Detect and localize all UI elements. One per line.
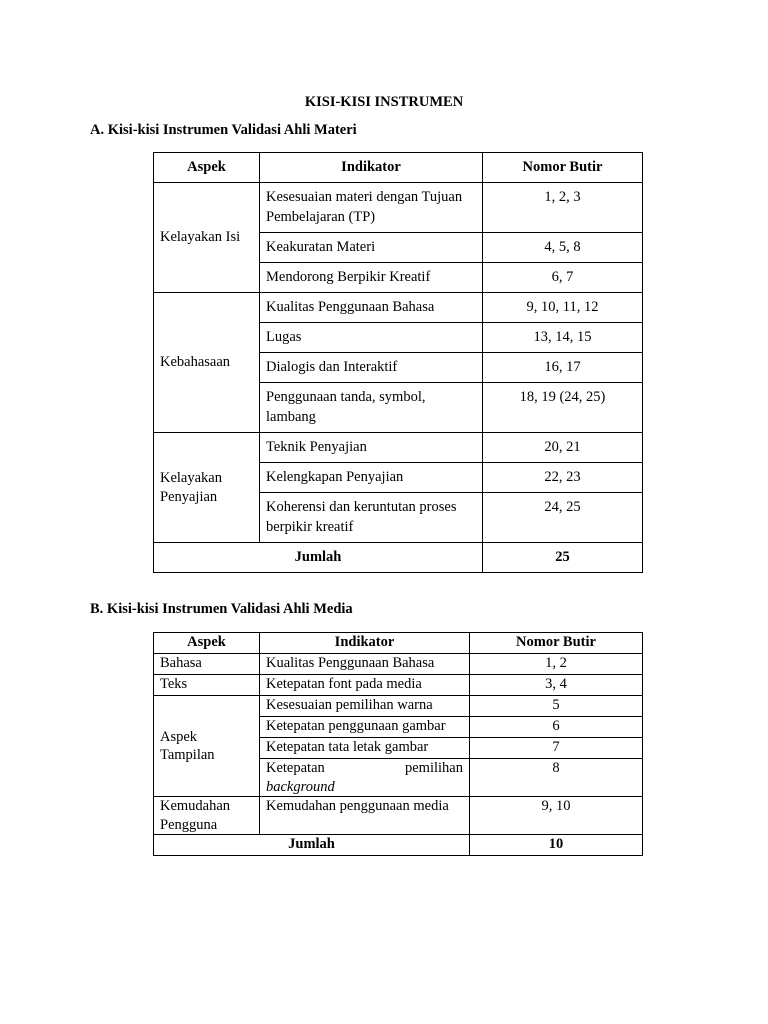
indikator-cell: Ketepatan tata letak gambar xyxy=(260,738,470,759)
indikator-cell: Kemudahan penggunaan media xyxy=(260,797,470,835)
document-title: KISI-KISI INSTRUMEN xyxy=(304,94,464,110)
table-row xyxy=(154,433,643,463)
indikator-italic: background xyxy=(266,778,335,795)
table-row xyxy=(154,675,643,696)
nomor-cell: 13, 14, 15 xyxy=(483,323,643,353)
indikator-cell: Keakuratan Materi xyxy=(260,233,483,263)
indikator-word: pemilihan xyxy=(405,760,463,776)
indikator-cell: Teknik Penyajian xyxy=(260,433,483,463)
table-ahli-materi xyxy=(153,152,643,573)
header-nomor-butir: Nomor Butir xyxy=(483,153,643,183)
nomor-cell: 24, 25 xyxy=(483,493,643,543)
nomor-cell: 18, 19 (24, 25) xyxy=(483,383,643,433)
table-row xyxy=(154,654,643,675)
aspek-cell: Kemudahan Pengguna xyxy=(154,797,260,835)
table-row xyxy=(154,797,643,835)
nomor-cell: 6, 7 xyxy=(483,263,643,293)
nomor-cell: 20, 21 xyxy=(483,433,643,463)
nomor-cell: 9, 10 xyxy=(470,797,643,835)
indikator-cell: Kualitas Penggunaan Bahasa xyxy=(260,293,483,323)
nomor-cell: 22, 23 xyxy=(483,463,643,493)
indikator-cell: Lugas xyxy=(260,323,483,353)
aspek-cell: Bahasa xyxy=(154,654,260,675)
indikator-cell: Kesesuaian materi dengan Tujuan Pembelajaran (TP) xyxy=(260,183,483,233)
nomor-cell: 9, 10, 11, 12 xyxy=(483,293,643,323)
aspek-cell: Aspek Tampilan xyxy=(154,696,260,797)
indikator-cell: Penggunaan tanda, symbol, lambang xyxy=(260,383,483,433)
nomor-cell: 3, 4 xyxy=(470,675,643,696)
table-row xyxy=(154,183,643,233)
total-value: 10 xyxy=(470,835,643,856)
nomor-cell: 5 xyxy=(470,696,643,717)
indikator-cell: Kelengkapan Penyajian xyxy=(260,463,483,493)
nomor-cell: 1, 2 xyxy=(470,654,643,675)
total-row xyxy=(154,835,643,856)
nomor-cell: 7 xyxy=(470,738,643,759)
nomor-cell: 1, 2, 3 xyxy=(483,183,643,233)
aspek-cell: Kelayakan Isi xyxy=(154,183,260,293)
indikator-cell: Dialogis dan Interaktif xyxy=(260,353,483,383)
indikator-cell: Kualitas Penggunaan Bahasa xyxy=(260,654,470,675)
total-value: 25 xyxy=(483,543,643,573)
nomor-cell: 16, 17 xyxy=(483,353,643,383)
aspek-cell: Kebahasaan xyxy=(154,293,260,433)
indikator-cell: Kesesuaian pemilihan warna xyxy=(260,696,470,717)
indikator-cell xyxy=(260,759,470,797)
header-indikator: Indikator xyxy=(260,633,470,654)
table-ahli-media xyxy=(153,632,643,856)
nomor-cell: 8 xyxy=(470,759,643,797)
header-indikator: Indikator xyxy=(260,153,483,183)
nomor-cell: 4, 5, 8 xyxy=(483,233,643,263)
indikator-justified-line xyxy=(266,759,463,778)
table-header-row xyxy=(154,153,643,183)
total-label: Jumlah xyxy=(154,835,470,856)
indikator-cell: Ketepatan penggunaan gambar xyxy=(260,717,470,738)
table-header-row xyxy=(154,633,643,654)
table-row xyxy=(154,293,643,323)
indikator-word: Ketepatan xyxy=(266,760,325,776)
table-row xyxy=(154,696,643,717)
header-aspek: Aspek xyxy=(154,633,260,654)
header-nomor-butir: Nomor Butir xyxy=(470,633,643,654)
total-row xyxy=(154,543,643,573)
header-aspek: Aspek xyxy=(154,153,260,183)
indikator-cell: Ketepatan font pada media xyxy=(260,675,470,696)
total-label: Jumlah xyxy=(154,543,483,573)
aspek-cell: Teks xyxy=(154,675,260,696)
nomor-cell: 6 xyxy=(470,717,643,738)
section-b-heading: B. Kisi-kisi Instrumen Validasi Ahli Media xyxy=(90,601,353,617)
aspek-cell: Kelayakan Penyajian xyxy=(154,433,260,543)
indikator-cell: Koherensi dan keruntutan proses berpikir kreatif xyxy=(260,493,483,543)
section-a-heading: A. Kisi-kisi Instrumen Validasi Ahli Materi xyxy=(90,122,357,138)
indikator-cell: Mendorong Berpikir Kreatif xyxy=(260,263,483,293)
